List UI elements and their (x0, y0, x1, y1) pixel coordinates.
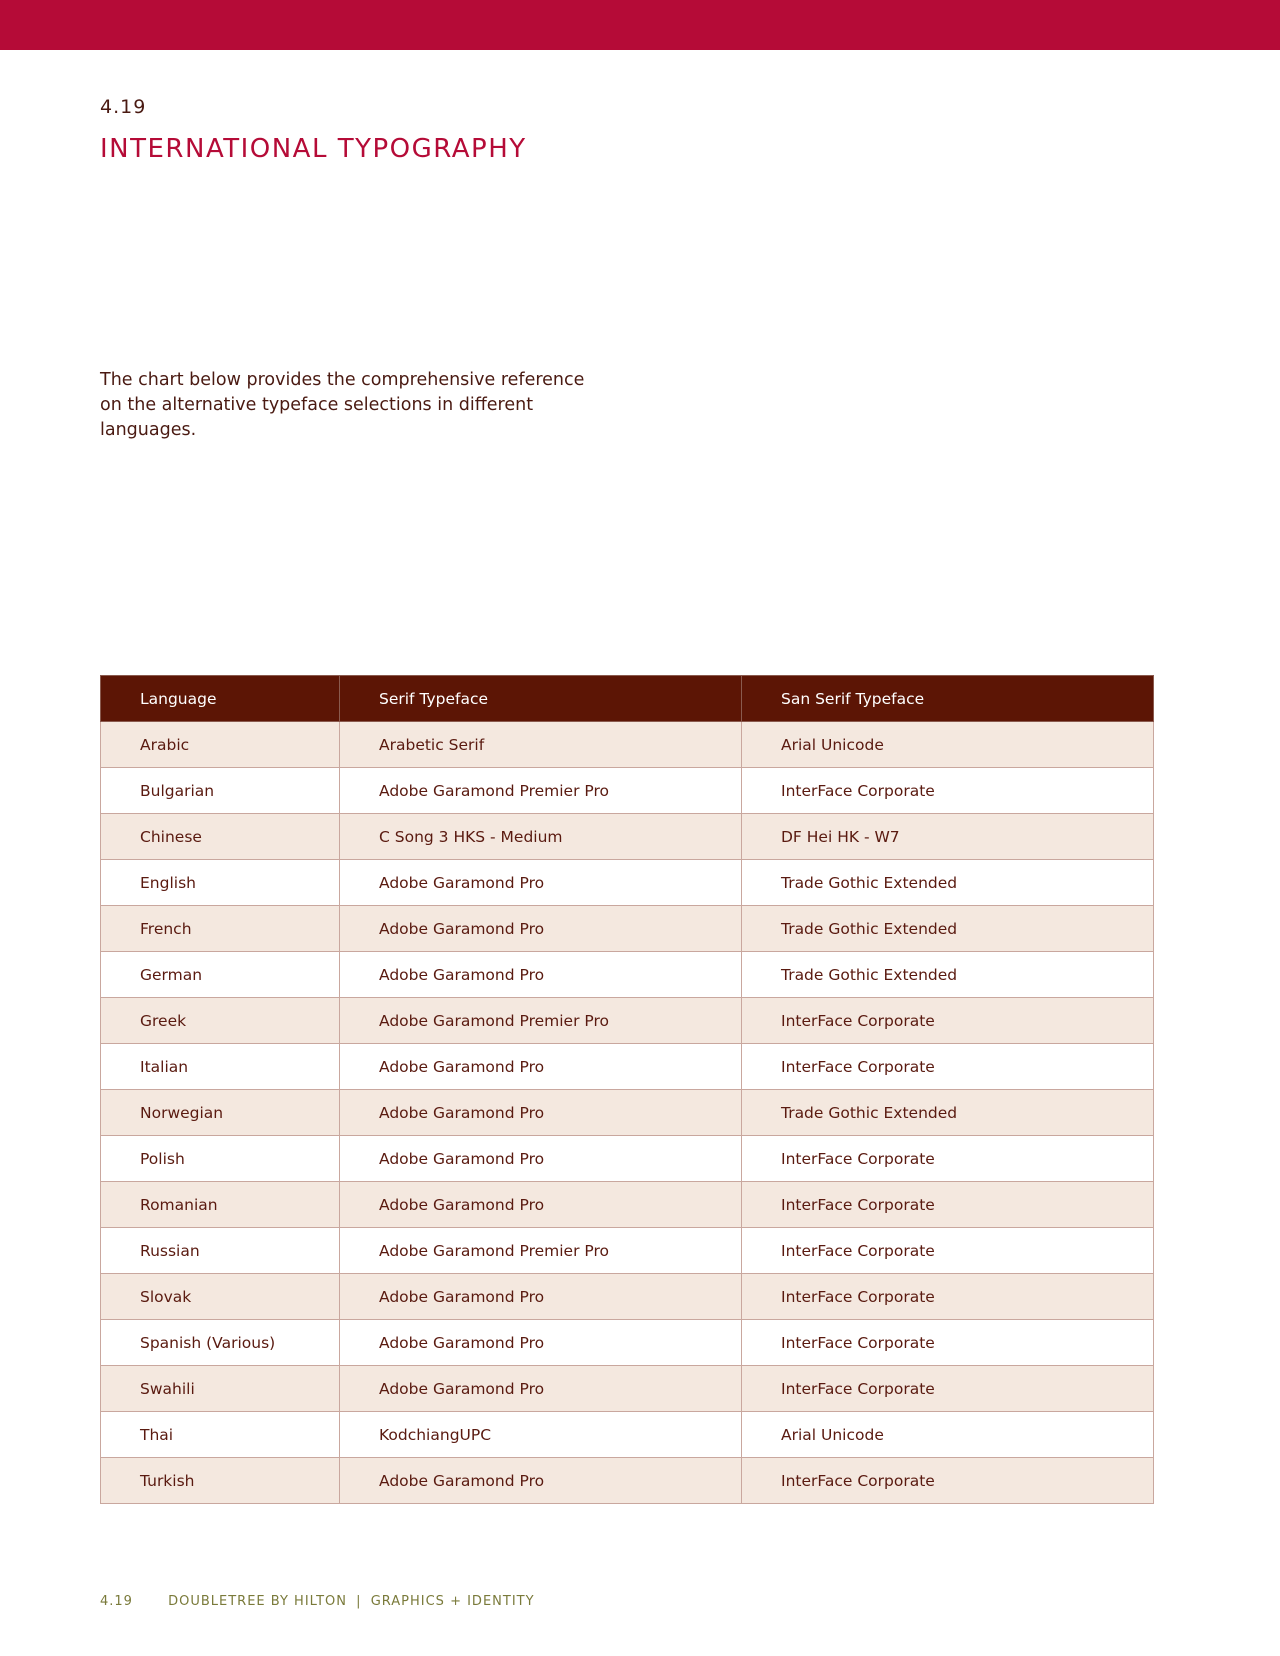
cell-serif-typeface: Adobe Garamond Pro (340, 1274, 742, 1320)
intro-paragraph: The chart below provides the comprehensive reference on the alternative typeface selections in different languages. (100, 370, 585, 440)
cell-language: Romanian (101, 1182, 340, 1228)
typeface-table (100, 675, 1154, 1504)
cell-sans-serif-typeface: InterFace Corporate (742, 768, 1154, 814)
cell-sans-serif-typeface: InterFace Corporate (742, 1320, 1154, 1366)
table-row (101, 1412, 1154, 1458)
cell-serif-typeface: Arabetic Serif (340, 722, 742, 768)
table-row (101, 952, 1154, 998)
cell-language: Arabic (101, 722, 340, 768)
footer-separator: | (356, 1594, 362, 1609)
cell-sans-serif-typeface: InterFace Corporate (742, 1044, 1154, 1090)
cell-serif-typeface: Adobe Garamond Pro (340, 1136, 742, 1182)
cell-sans-serif-typeface: InterFace Corporate (742, 1366, 1154, 1412)
cell-language: Italian (101, 1044, 340, 1090)
cell-language: Bulgarian (101, 768, 340, 814)
table-row (101, 1044, 1154, 1090)
table-row (101, 906, 1154, 952)
cell-serif-typeface: Adobe Garamond Pro (340, 1320, 742, 1366)
column-header-sans-serif: San Serif Typeface (742, 676, 1154, 722)
section-number: 4.19 (100, 96, 147, 118)
cell-sans-serif-typeface: InterFace Corporate (742, 1274, 1154, 1320)
cell-serif-typeface: Adobe Garamond Pro (340, 952, 742, 998)
footer (100, 1594, 535, 1609)
cell-language: Greek (101, 998, 340, 1044)
cell-sans-serif-typeface: Trade Gothic Extended (742, 952, 1154, 998)
cell-language: French (101, 906, 340, 952)
cell-sans-serif-typeface: InterFace Corporate (742, 998, 1154, 1044)
column-header-serif: Serif Typeface (340, 676, 742, 722)
cell-sans-serif-typeface: InterFace Corporate (742, 1182, 1154, 1228)
footer-page-number: 4.19 (100, 1594, 133, 1609)
table-header-row (101, 676, 1154, 722)
cell-sans-serif-typeface: Trade Gothic Extended (742, 906, 1154, 952)
page-title: INTERNATIONAL TYPOGRAPHY (100, 134, 527, 164)
table-row (101, 998, 1154, 1044)
cell-serif-typeface: Adobe Garamond Pro (340, 1090, 742, 1136)
cell-serif-typeface: C Song 3 HKS - Medium (340, 814, 742, 860)
cell-sans-serif-typeface: InterFace Corporate (742, 1136, 1154, 1182)
cell-sans-serif-typeface: DF Hei HK - W7 (742, 814, 1154, 860)
table-row (101, 1182, 1154, 1228)
cell-serif-typeface: Adobe Garamond Pro (340, 906, 742, 952)
cell-language: Norwegian (101, 1090, 340, 1136)
cell-sans-serif-typeface: InterFace Corporate (742, 1458, 1154, 1504)
table-row (101, 860, 1154, 906)
cell-serif-typeface: Adobe Garamond Pro (340, 1458, 742, 1504)
cell-serif-typeface: Adobe Garamond Premier Pro (340, 998, 742, 1044)
table-row (101, 1320, 1154, 1366)
cell-language: Russian (101, 1228, 340, 1274)
table-row (101, 1458, 1154, 1504)
table-row (101, 1090, 1154, 1136)
cell-serif-typeface: Adobe Garamond Pro (340, 1044, 742, 1090)
table-row (101, 722, 1154, 768)
cell-serif-typeface: Adobe Garamond Premier Pro (340, 1228, 742, 1274)
cell-sans-serif-typeface: Trade Gothic Extended (742, 860, 1154, 906)
cell-serif-typeface: Adobe Garamond Pro (340, 1182, 742, 1228)
cell-sans-serif-typeface: Arial Unicode (742, 722, 1154, 768)
cell-language: Polish (101, 1136, 340, 1182)
table-row (101, 768, 1154, 814)
cell-language: German (101, 952, 340, 998)
table-row (101, 1366, 1154, 1412)
cell-serif-typeface: Adobe Garamond Pro (340, 860, 742, 906)
table-row (101, 1136, 1154, 1182)
cell-serif-typeface: Adobe Garamond Pro (340, 1366, 742, 1412)
table-row (101, 1274, 1154, 1320)
table-body (101, 722, 1154, 1504)
cell-language: Thai (101, 1412, 340, 1458)
cell-sans-serif-typeface: Arial Unicode (742, 1412, 1154, 1458)
cell-language: Turkish (101, 1458, 340, 1504)
table-row (101, 1228, 1154, 1274)
cell-language: English (101, 860, 340, 906)
footer-section: GRAPHICS + IDENTITY (370, 1594, 535, 1609)
top-accent-bar (0, 0, 1280, 50)
cell-serif-typeface: Adobe Garamond Premier Pro (340, 768, 742, 814)
cell-serif-typeface: KodchiangUPC (340, 1412, 742, 1458)
column-header-language: Language (101, 676, 340, 722)
footer-brand: DOUBLETREE BY HILTON (168, 1594, 348, 1609)
cell-sans-serif-typeface: InterFace Corporate (742, 1228, 1154, 1274)
cell-language: Spanish (Various) (101, 1320, 340, 1366)
table-row (101, 814, 1154, 860)
cell-sans-serif-typeface: Trade Gothic Extended (742, 1090, 1154, 1136)
cell-language: Slovak (101, 1274, 340, 1320)
cell-language: Chinese (101, 814, 340, 860)
cell-language: Swahili (101, 1366, 340, 1412)
